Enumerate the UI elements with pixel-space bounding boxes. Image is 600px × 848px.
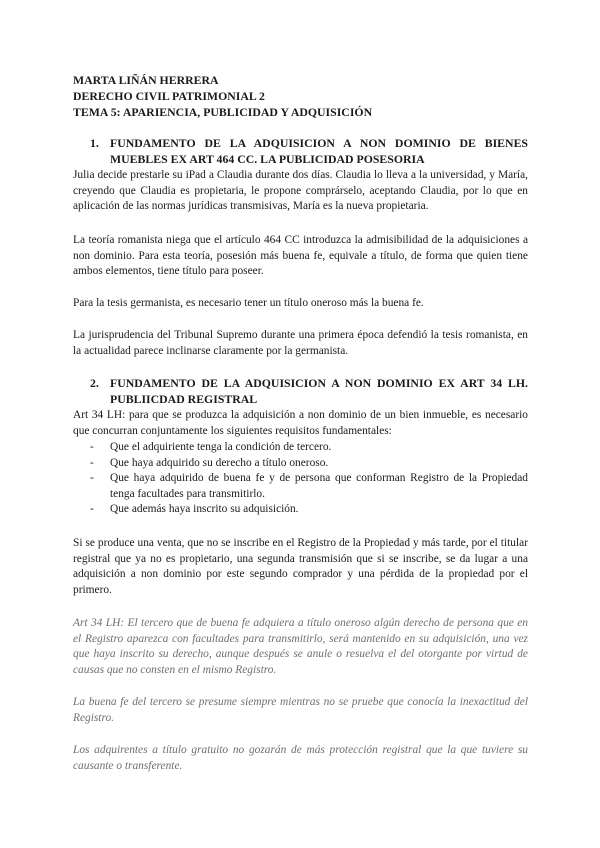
topic-title: TEMA 5: APARIENCIA, PUBLICIDAD Y ADQUISICIÓN (73, 105, 373, 119)
list-bullet: - (90, 472, 94, 484)
author-name: MARTA LIÑÁN HERRERA (73, 73, 219, 87)
list-item (73, 456, 528, 472)
section-1-number: 1. (90, 136, 99, 150)
section-2-number: 2. (90, 376, 99, 390)
list-bullet: - (90, 441, 94, 453)
list-bullet: - (90, 503, 94, 515)
requirement-text: Que el adquiriente tenga la condición de tercero. (110, 441, 332, 453)
section-1-paragraph-jurisprudence: La jurisprudencia del Tribunal Supremo durante una primera época defendió la tesis romanista, en la actualidad parece inclinarse claramente por la germanista. (73, 329, 528, 357)
list-item (73, 440, 528, 456)
quote-art-34-lh: Art 34 LH: El tercero que de buena fe adquiera a título oneroso algún derecho de persona que en el Registro aparezca con facultades para transmitirlo, será mantenido en su adquisición, una vez que haya inscrito su derecho, aunque después se anule o resuelva el del otorgante por virtud de causas que no consten en el mismo Registro. (73, 617, 528, 676)
list-bullet: - (90, 456, 94, 469)
section-2-title: FUNDAMENTO DE LA ADQUISICION A NON DOMINIO EX ART 34 LH. PUBLIICDAD REGISTRAL (110, 376, 528, 406)
list-item (73, 502, 528, 518)
section-1-paragraph-example: Julia decide prestarle su iPad a Claudia durante dos días. Claudia lo lleva a la universidad, y María, creyendo que Claudia es propietaria, le propone comprárselo, aceptando Claudia, por lo que en aplicación de las normas jurídicas transmisivas, María es la nueva propietaria. (73, 169, 528, 212)
section-2-intro: Art 34 LH: para que se produzca la adquisición a non dominio de un bien inmueble, es necesario que concurran conjuntamente los siguientes requisitos fundamentales: (73, 409, 528, 437)
section-1-paragraph-romanist: La teoría romanista niega que el artículo 464 CC introduzca la admisibilidad de la adquisiciones a non dominio. Para esta teoría, posesión más buena fe, equivale a título, de forma que quien tiene ambos elementos, tiene título para poseer. (73, 234, 528, 277)
requirement-text: Que además haya inscrito su adquisición. (110, 503, 299, 515)
quote-good-faith: La buena fe del tercero se presume siempre mientras no se pruebe que conocía la inexactitud del Registro. (73, 696, 528, 724)
requirements-list (73, 440, 528, 518)
section-2-paragraph-sale: Si se produce una venta, que no se inscribe en el Registro de la Propiedad y más tarde, por el titular registral que ya no es propietario, una segunda transmisión que si se inscribe, se da lugar a una adquisición a non dominio por este segundo comprador y una pérdida de la propiedad por el primero. (73, 537, 528, 596)
requirement-text: Que haya adquirido de buena fe y de persona que conforman Registro de la Propiedad tenga facultades para transmitirlo. (110, 472, 528, 500)
course-name: DERECHO CIVIL PATRIMONIAL 2 (73, 89, 265, 103)
section-1-title: FUNDAMENTO DE LA ADQUISICION A NON DOMINIO DE BIENES MUEBLES EX ART 464 CC. LA PUBLICIDAD POSESORIA (110, 136, 528, 166)
section-2-heading (73, 376, 528, 407)
section-1-paragraph-germanist: Para la tesis germanista, es necesario tener un título oneroso más la buena fe. (73, 297, 424, 309)
section-1-heading (73, 136, 528, 167)
quote-gratuitous: Los adquirentes a título gratuito no gozarán de más protección registral que la que tuviere su causante o transferente. (73, 744, 528, 772)
list-item (73, 471, 528, 502)
requirement-text: Que haya adquirido su derecho a título oneroso. (110, 456, 329, 469)
document-header (73, 72, 372, 120)
